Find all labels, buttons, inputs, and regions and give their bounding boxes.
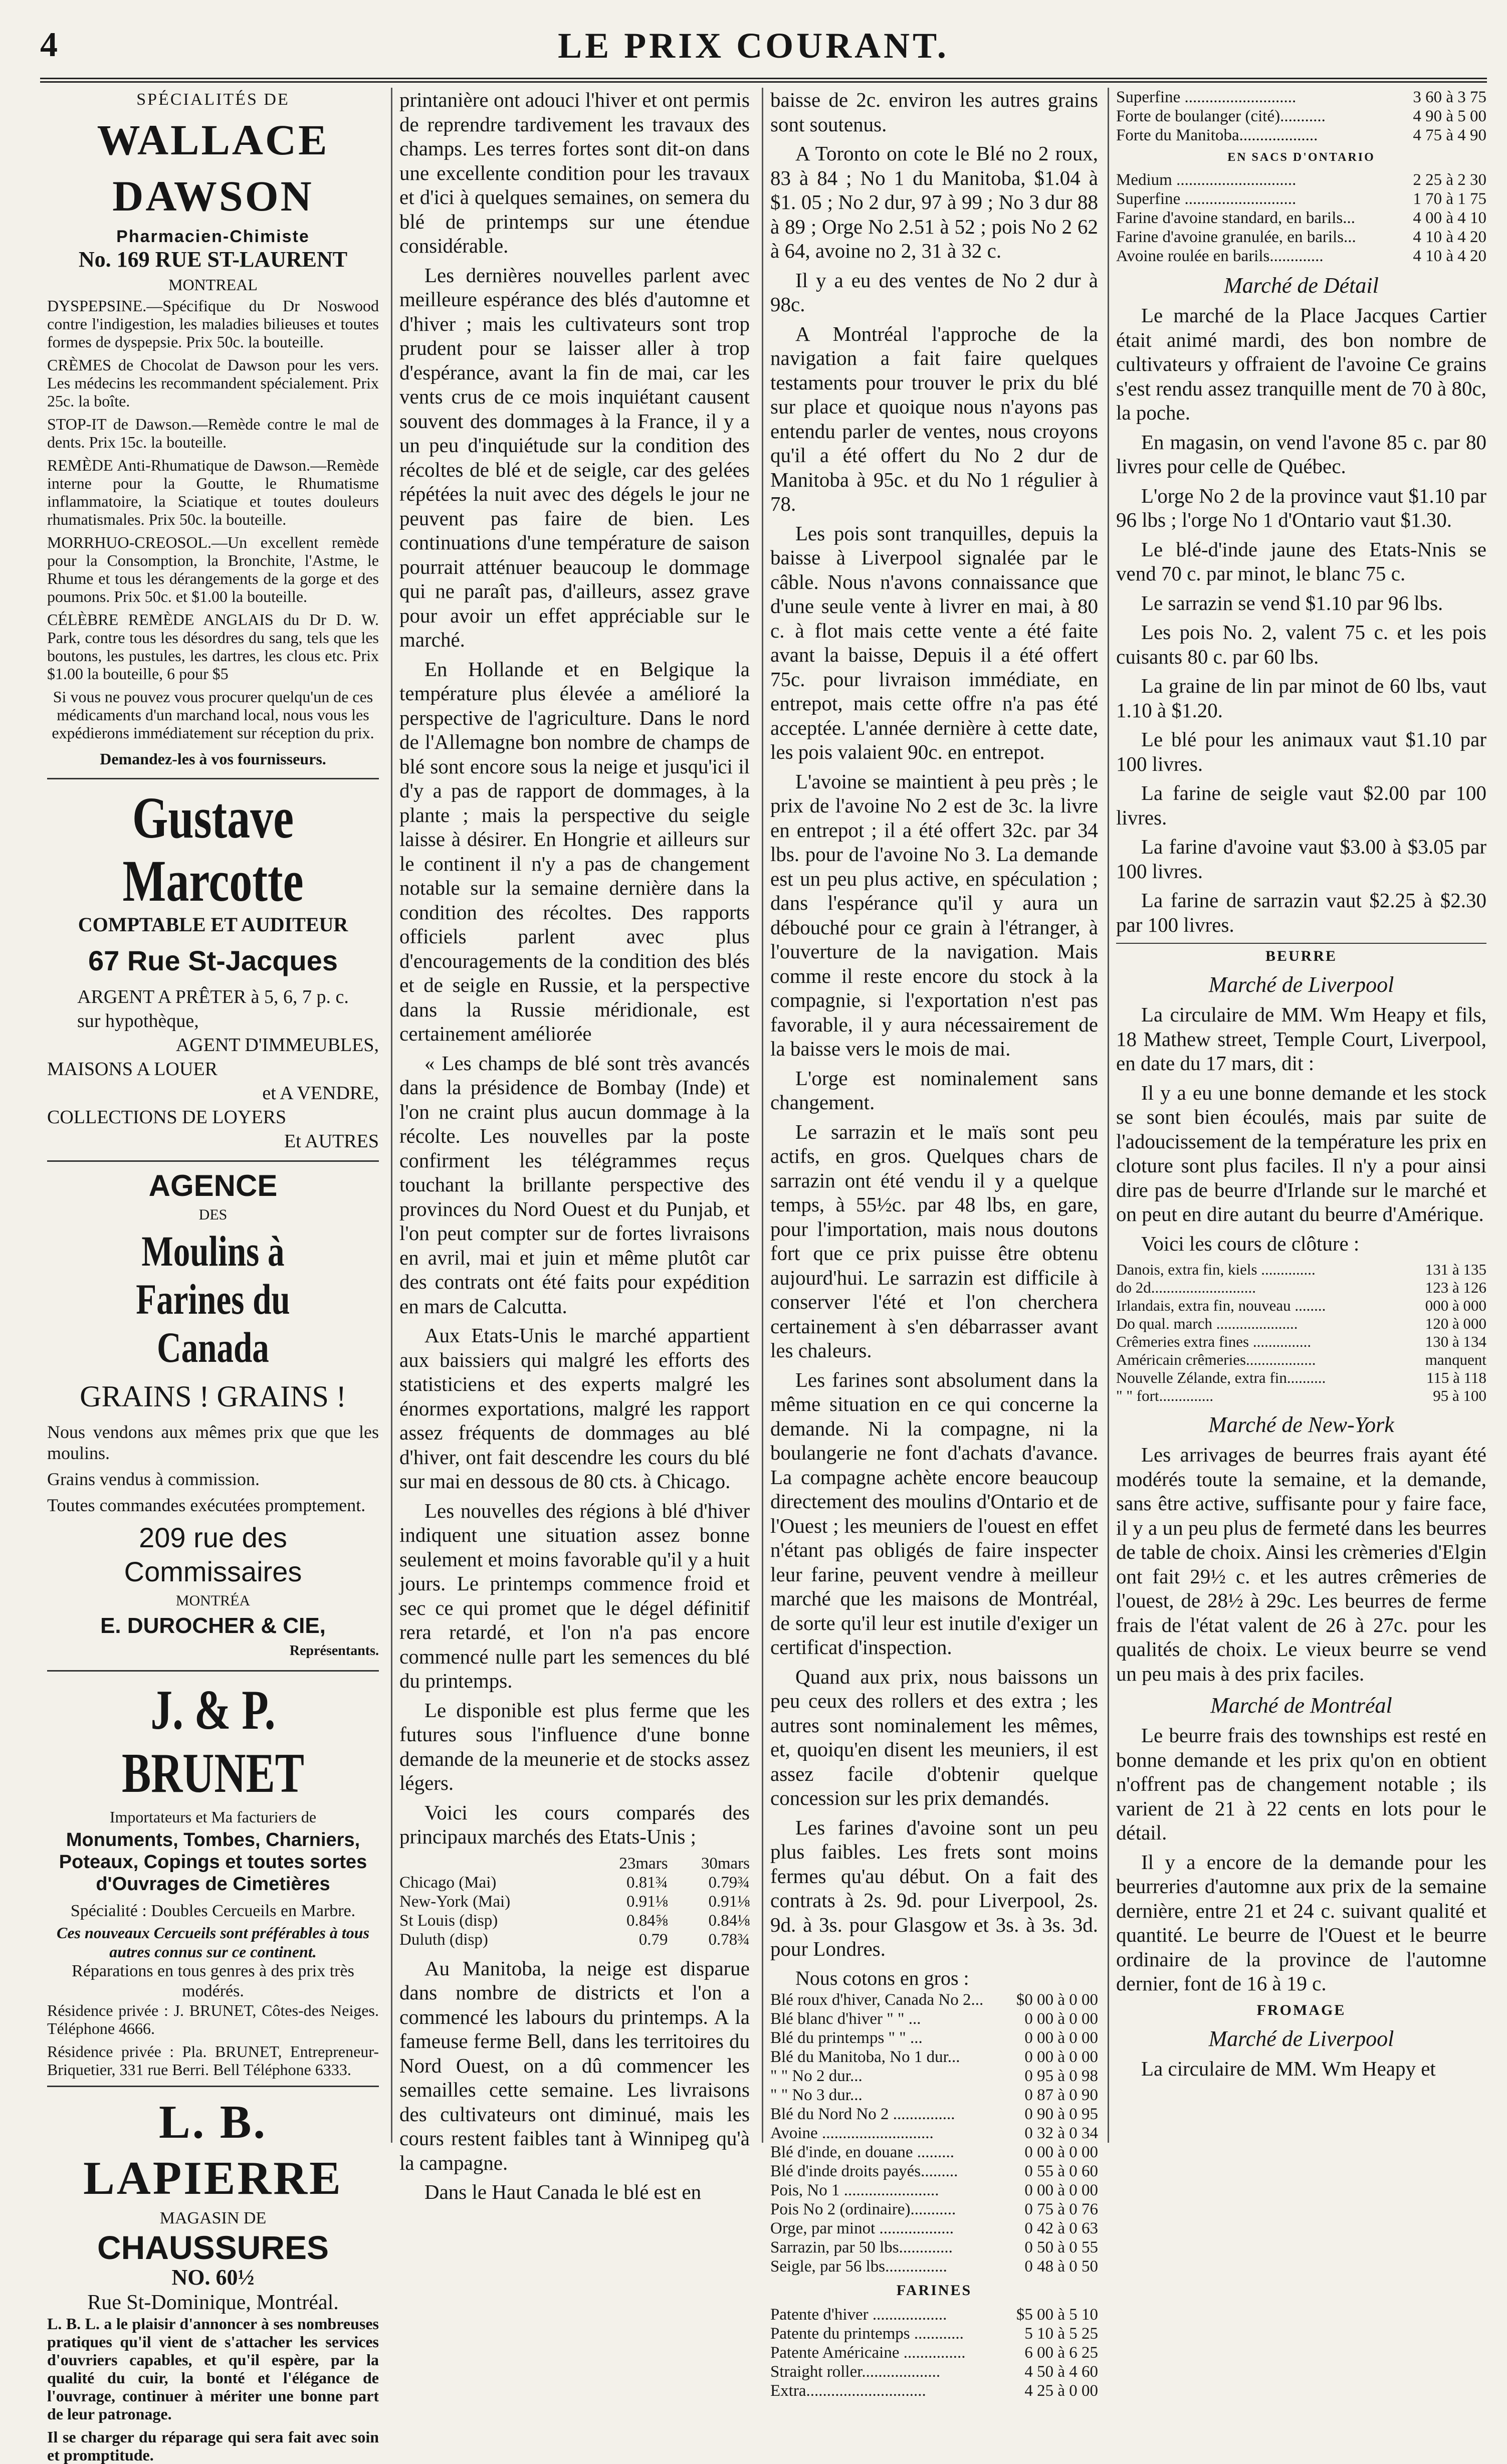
table-row	[770, 2124, 1098, 2143]
table-cell: 0 00 à 0 00	[1024, 2047, 1098, 2066]
ad-wallace-name: WALLACE DAWSON	[97, 116, 329, 220]
article-paragraph: Les pois sont tranquilles, depuis la baisse à Liverpool signalée par le câble. Nous n'avons connaissance que d'une seule vente à livrer en mai, à 80 c. à flot mais cette vente a été faite avant la baisse, Depuis il a été offert 75c. pour livraison immédiate, en entrepot, mais cette offre n'a pas été acceptée. L'année dernière à cette date, les pois valaient 90c. en entrepot.	[770, 521, 1098, 763]
ad-marcotte	[47, 786, 379, 1153]
ad-agence-city: MONTRÉA	[175, 1592, 251, 1609]
ad-agence-grains: GRAINS ! GRAINS !	[80, 1380, 346, 1413]
table-cell: Superfine ...........................	[1116, 190, 1297, 208]
table-row	[770, 1990, 1098, 2009]
sacs-table	[1116, 170, 1486, 266]
ad-marcotte-line: et A VENDRE,	[262, 1083, 379, 1104]
ad-brunet-repairs: Réparations en tous genres à des prix très modérés.	[72, 1962, 354, 2000]
article-paragraph: Le blé-d'inde jaune des Etats-Nnis se vend 70 c. par minot, le blanc 75 c.	[1116, 537, 1486, 585]
table-cell: Farine d'avoine standard, en barils...	[1116, 209, 1355, 227]
table-cell: do 2d...........................	[1116, 1279, 1256, 1296]
article-paragraph: printanière ont adouci l'hiver et ont permis de reprendre tardivement les travaux des champs. Les terres fortes sont dit-on dans une excellente condition pour les travaux et d'ici à quelques semaines, on semera du blé de printemps sur une étendue considérable.	[399, 88, 750, 257]
article-paragraph: baisse de 2c. environ les autres grains sont soutenus.	[770, 88, 1098, 136]
ad-brunet-products: Monuments, Tombes, Charniers, Poteaux, Copings et toutes sortes d'Ouvrages de Cimetières	[59, 1829, 367, 1895]
table-cell: 4 90 à 5 00	[1413, 107, 1486, 125]
table-cell: 6 00 à 6 25	[1024, 2343, 1098, 2362]
article-paragraph: A Toronto on cote le Blé no 2 roux, 83 à 84 ; No 1 du Manitoba, $1.04 à $1. 05 ; No 2 dur, 97 à 99 ; No 3 dur 88 à 89 ; Orge No 2.51 à 52 ; pois No 2 62 à 64, avoine no 2, 31 à 32 c.	[770, 142, 1098, 262]
table-cell: Extra.............................	[770, 2381, 926, 2400]
ad-lapierre	[47, 2094, 379, 2464]
table-header: 30mars	[701, 1854, 750, 1873]
table-cell: Straight roller...................	[770, 2362, 941, 2381]
article-paragraph: La farine de seigle vaut $2.00 par 100 livres.	[1116, 781, 1486, 829]
detail-section	[1116, 303, 1486, 937]
table-row	[1116, 126, 1486, 145]
table-row	[1116, 170, 1486, 189]
article-paragraph: Dans le Haut Canada le blé est en	[424, 2180, 702, 2203]
table-row	[770, 2381, 1098, 2400]
table-cell: Blé du Nord No 2 ...............	[770, 2105, 955, 2123]
ad-wallace-ask: Demandez-les à vos fournisseurs.	[100, 750, 326, 768]
ad-marcotte-line: sur hypothèque,	[77, 1010, 199, 1032]
table-cell: 0.84⅛	[708, 1911, 750, 1930]
article-paragraph: Il y a eu une bonne demande et les stock se sont bien écoulés, mais par suite de l'adoucissement de la température les prix en cloture sont plus faciles. Il n'y a pour ainsi dire pas de beurre d'Irlande sur le marché et on peut en dire autant du beurre d'Amérique.	[1116, 1081, 1486, 1225]
table-cell: Nouvelle Zélande, extra fin..........	[1116, 1369, 1326, 1386]
ad-marcotte-line: ARGENT A PRÊTER à 5, 6, 7 p. c.	[77, 986, 349, 1007]
article-paragraph: L'orge est nominalement sans changement.	[770, 1066, 1098, 1114]
ad-wallace-item: MORRHUO-CREOSOL.—Un excellent remède pour la Consomption, la Bronchite, l'Astme, le Rhume et tous les dérangements de la gorge et des poumons. Prix 50c. et $1.00 la bouteille.	[47, 533, 379, 605]
article-paragraph: Il y a encore de la demande pour les beurreries d'automne aux prix de la semaine dernière, entre 21 et 24 c. suivant qualité et quantité. Le beurre de l'Ouest et le beurre ordinaire de la province de l'automne dernier, font de 16 à 19 c.	[1116, 1850, 1486, 1995]
table-row	[1116, 1297, 1486, 1315]
column-2	[391, 88, 757, 2203]
table-cell: 120 à 000	[1425, 1315, 1486, 1332]
article-paragraph: Voici les cours comparés des principaux marchés des Etats-Unis ;	[399, 1800, 750, 1848]
table-cell: 0 00 à 0 00	[1024, 2143, 1098, 2161]
table-cell: Do qual. march .....................	[1116, 1315, 1298, 1332]
table-row	[1116, 1315, 1486, 1333]
table-cell: 0 95 à 0 98	[1024, 2067, 1098, 2085]
table-row	[770, 2181, 1098, 2200]
table-cell: Blé du Manitoba, No 1 dur...	[770, 2047, 960, 2066]
table-cell: Patente Américaine ...............	[770, 2343, 966, 2362]
table-cell: Blé du printemps " " ...	[770, 2028, 923, 2047]
ad-marcotte-name: Gustave Marcotte	[122, 785, 304, 914]
table-cell: Forte de boulanger (cité)...........	[1116, 107, 1326, 125]
ad-brunet-name: J. & P. BRUNET	[121, 1679, 305, 1804]
divider	[47, 1160, 379, 1162]
table-row	[1116, 247, 1486, 266]
table-cell: Blé d'inde, en douane .........	[770, 2143, 955, 2161]
table-cell: 4 10 à 4 20	[1413, 247, 1486, 265]
us-markets-table	[399, 1854, 750, 1949]
table-row	[1116, 88, 1486, 107]
table-cell: Duluth (disp)	[399, 1930, 488, 1949]
table-cell: Crêmeries extra fines ...............	[1116, 1333, 1312, 1350]
ad-agence-des: DES	[198, 1206, 228, 1223]
table-cell: 0.91⅛	[708, 1892, 750, 1911]
table-cell: 115 à 118	[1426, 1369, 1486, 1386]
table-cell: 0 00 à 0 00	[1024, 2181, 1098, 2199]
ad-lapierre-no: NO. 60½	[171, 2265, 255, 2290]
masthead: LE PRIX COURANT.	[558, 26, 949, 66]
ad-brunet-sub: Importateurs et Ma facturiers de	[109, 1808, 317, 1826]
ad-marcotte-line: MAISONS A LOUER	[47, 1059, 218, 1080]
article-paragraph: La farine d'avoine vaut $3.00 à $3.05 par 100 livres.	[1116, 835, 1486, 883]
table-cell: 0.81¾	[626, 1873, 668, 1892]
ad-brunet-specialite: Spécialité : Doubles Cercueils en Marbre.	[70, 1902, 356, 1920]
table-row	[770, 2009, 1098, 2028]
ad-wallace-item: STOP-IT de Dawson.—Remède contre le mal de dents. Prix 15c. la bouteille.	[47, 415, 379, 451]
table-cell: Avoine ...........................	[770, 2124, 934, 2142]
table-row	[1116, 1369, 1486, 1387]
article-paragraph: La circulaire de MM. Wm Heapy et	[1141, 2057, 1436, 2080]
table-cell: Danois, extra fin, kiels ..............	[1116, 1261, 1316, 1278]
table-cell: 0 00 à 0 00	[1024, 2028, 1098, 2047]
ad-agence-rep: Représentants.	[289, 1643, 379, 1659]
table-row	[770, 2105, 1098, 2124]
table-cell: Patente du printemps ............	[770, 2324, 964, 2343]
table-row	[399, 1892, 750, 1911]
gros-title: Nous cotons en gros :	[795, 1966, 969, 1989]
table-cell: Pois No 2 (ordinaire)...........	[770, 2200, 956, 2218]
article-paragraph: Le marché de la Place Jacques Cartier était animé mardi, des bon nombre de cultivateurs y offraient de l'avoine Ce grains s'est rendu assez tranquille ment de 70 à 80c, la poche.	[1116, 304, 1486, 424]
table-row	[770, 2200, 1098, 2219]
article-paragraph: La farine de sarrazin vaut $2.25 à $2.30 par 100 livres.	[1116, 889, 1486, 936]
ad-wallace-dawson	[47, 88, 379, 297]
table-cell: New-York (Mai)	[399, 1892, 511, 1911]
liverpool-title: Marché de Liverpool	[1208, 972, 1394, 997]
article-paragraph: Le blé pour les animaux vaut $1.10 par 100 livres.	[1116, 728, 1486, 775]
table-cell: 131 à 135	[1425, 1261, 1486, 1278]
table-cell: 4 75 à 4 90	[1413, 126, 1486, 144]
table-row	[770, 2067, 1098, 2086]
table-cell: 0 87 à 0 90	[1024, 2086, 1098, 2104]
table-cell: 0.79	[638, 1930, 668, 1949]
ad-wallace-item: DYSPEPSINE.—Spécifique du Dr Noswood contre l'indigestion, les maladies bilieuses et toutes formes de dyspepsie. Prix 50c. la bouteille.	[47, 297, 379, 351]
article-paragraph: Le beurre frais des townships est resté en bonne demande et les prix qu'on en obtient n'offrent pas de changement notable ; ils varient de 21 à 22 cents en lots pour le détail.	[1116, 1724, 1486, 1844]
table-cell: 4 10 à 4 20	[1413, 228, 1486, 246]
table-cell: 0 75 à 0 76	[1024, 2200, 1098, 2218]
table-cell: 5 10 à 5 25	[1024, 2324, 1098, 2343]
ad-marcotte-line: Et AUTRES	[284, 1131, 379, 1152]
table-row	[1116, 1279, 1486, 1297]
ad-lapierre-magasin: MAGASIN DE	[159, 2209, 267, 2227]
table-cell: " " No 3 dur...	[770, 2086, 863, 2104]
column-advertisements	[40, 88, 386, 2464]
fromage-liverpool-title: Marché de Liverpool	[1208, 2026, 1394, 2051]
table-cell: 0 32 à 0 34	[1024, 2124, 1098, 2142]
table-row	[770, 2086, 1098, 2105]
article-paragraph: Les dernières nouvelles parlent avec meilleure espérance des blés d'automne et d'hiver ; mais les cultivateurs sont trop prudent pour se laisser aller à trop d'espérance, avant la fin de mai, car les vents crus de ce mois inquiétant causent souvent des dommages à la France, il y a un peu d'inquiétude sur la condition des récoltes de blé et de seigle, car des gelées répétées la nuit avec des dégels le jour ne peuvent pas faire de bien. Les continuations d'une température de saison pourrait atténuer beaucoup le dommage qui ne paraît pas, d'ailleurs, assez grave pour avoir un effet appréciable sur le marché.	[399, 263, 750, 651]
table-cell: Forte du Manitoba...................	[1116, 126, 1318, 144]
montreal-title: Marché de Montréal	[1210, 1693, 1392, 1718]
ad-marcotte-address: 67 Rue St-Jacques	[88, 945, 338, 976]
ad-brunet-note: Ces nouveaux Cercueils sont préférables à tous autres connus sur ce continent.	[56, 1924, 370, 1961]
table-cell: 000 à 000	[1425, 1297, 1486, 1314]
ad-agence-text: Grains vendus à commission.	[47, 1469, 260, 1489]
table-row	[770, 2162, 1098, 2181]
divider	[47, 1670, 379, 1672]
table-cell: 130 à 134	[1425, 1333, 1486, 1350]
ad-lapierre-street: Rue St-Dominique, Montréal.	[87, 2291, 339, 2314]
table-row	[770, 2305, 1098, 2324]
table-row	[770, 2257, 1098, 2276]
ad-lapierre-text: L. B. L. a le plaisir d'annoncer à ses nombreuses pratiques qu'il vient de s'attacher les services d'ouvriers capables, et qu'il espère, par la qualité du cuir, la bonté et l'élégance de l'ouvrage, continuer à mériter une bonne part de leur patronage.	[47, 2315, 379, 2423]
article-paragraph: Voici les cours de clôture :	[1141, 1231, 1360, 1255]
article-paragraph: Le sarrazin se vend $1.10 par 96 lbs.	[1141, 591, 1443, 614]
table-cell: 0 00 à 0 00	[1024, 2009, 1098, 2028]
ad-agence	[47, 1169, 379, 1663]
liverpool-section	[1116, 1002, 1486, 1256]
article-paragraph: La circulaire de MM. Wm Heapy et fils, 18 Mathew street, Temple Court, Liverpool, en date du 17 mars, dit :	[1116, 1003, 1486, 1075]
table-cell: Orge, par minot ..................	[770, 2219, 954, 2237]
table-row	[770, 2238, 1098, 2257]
table-row	[770, 2324, 1098, 2343]
ad-wallace-item: CÉLÈBRE REMÈDE ANGLAIS du Dr D. W. Park, contre tous les désordres du sang, tels que les boutons, les pustules, les dartres, les clous etc. Prix $1.00 la bouteille, 6 pour $5	[47, 610, 379, 683]
table-cell: Blé roux d'hiver, Canada No 2...	[770, 1990, 984, 2009]
ad-agence-firm: E. DUROCHER & CIE,	[100, 1613, 326, 1638]
table-cell: 3 60 à 3 75	[1413, 88, 1486, 106]
table-row	[770, 2028, 1098, 2047]
table-cell: Patente d'hiver ..................	[770, 2305, 947, 2324]
article-paragraph: Le sarrazin et le maïs sont peu actifs, en gros. Quelques chars de sarrazin ont été vendu il y a quelque temps, à 55½c. par 48 lbs, en gare, pour l'importation, mais nous doutons fort que ce prix puisse être obtenu aujourd'hui. Le sarrazin est difficile à conserver l'été et l'on cherchera certainement à s'en débarrasser avant les chaleurs.	[770, 1120, 1098, 1362]
table-cell: 1 70 à 1 75	[1413, 190, 1486, 208]
article-paragraph: En Hollande et en Belgique la température plus élevée a amélioré la perspective de l'agriculture. Dans le nord de l'Allemagne bon nombre de champs de blé sont encore sous la neige et jusqu'ici il d'y a pas de rapport de dommages, à la plante ; mais la perspective du seigle laisse à désirer. En Hongrie et ailleurs sur le continent il n'y a pas de changement notable sur la semaine dernière dans la condition des récoltes. Des rapports officiels parlent avec plus d'encouragements de la condition des blés et de seigle en Russie, et la perspective dans la Russie méridionale, est certainement améliorée	[399, 657, 750, 1045]
table-cell: Avoine roulée en barils.............	[1116, 247, 1324, 265]
table-cell: 0 55 à 0 60	[1024, 2162, 1098, 2180]
ad-wallace-note: Si vous ne pouvez vous procurer quelqu'un de ces médicaments d'un marchand local, nous vous les expédierons immédiatement sur réception du prix.	[52, 688, 374, 742]
ad-agence-address: 209 rue des Commissaires	[124, 1522, 302, 1587]
ad-agence-title: AGENCE	[148, 1169, 278, 1202]
article-paragraph: Les farines sont absolument dans la même situation en ce qui concerne la demande. Ni la compagne, ni la boulangerie ne font d'achats d'avance. La compagne achète encore beaucoup directement des moulins d'Ontario et de l'Ouest ; les meuniers de l'ouest en effet n'étant pas obligés de faire inspecter leur farine, peuvent vendre à meilleur marché que les maisons de Montréal, de sorte qu'il leur est inutile d'exiger un certificat d'inspection.	[770, 1368, 1098, 1659]
table-cell: 0.79¾	[708, 1873, 750, 1892]
farines-title: FARINES	[896, 2282, 972, 2299]
ad-lapierre-chaussures: CHAUSSURES	[97, 2229, 329, 2266]
article-paragraph: Quand aux prix, nous baissons un peu ceux des rollers et des extra ; les autres sont nominalement les mêmes, et, quoiqu'en disent les meuniers, il est assez facile d'obtenir quelque concession sur les prix demandés.	[770, 1665, 1098, 1809]
table-row	[399, 1911, 750, 1930]
article-paragraph: L'avoine se maintient à peu près ; le prix de l'avoine No 2 est de 3c. la livre en entrepot ; il a été offert 32c. par 34 lbs. pour de l'avoine No 3. La demande est un peu plus active, en spéculation ; dans l'espérance qu'il y aura un débouché pour ce grain à l'étranger, à l'ouverture de la navigation. Mais comme il reste encore du stock à la compagnie, si l'exportation n'est pas favorable, il y aura nécessairement de la baisse vers le mois de mai.	[770, 769, 1098, 1060]
ad-brunet-residence: Résidence privée : J. BRUNET, Côtes-des Neiges. Téléphone 4666.	[47, 2001, 379, 2037]
divider	[47, 778, 379, 779]
table-header: 23mars	[619, 1854, 668, 1873]
table-cell: Medium .............................	[1116, 171, 1297, 189]
table-cell: Farine d'avoine granulée, en barils...	[1116, 228, 1356, 246]
column-4	[1108, 88, 1493, 2143]
ad-lapierre-last: Il se charger du réparage qui sera fait avec soin et promptitude.	[47, 2428, 379, 2464]
table-cell: 123 à 126	[1425, 1279, 1486, 1296]
sacs-title: EN SACS D'ONTARIO	[1227, 151, 1375, 164]
ad-brunet-residence: Résidence privée : Pla. BRUNET, Entrepreneur-Briquetier, 331 rue Berri. Bell Téléphone 6333.	[47, 2042, 379, 2079]
article-paragraph: Les arrivages de beurres frais ayant été modérés toute la semaine, et la demande, sans être active, suffisante pour y faire face, il y a un peu plus de fermeté dans les beurres de table de choix. Ainsi les crèmeries d'Elgin ont fait 29½ c. et les autres crêmeries de l'ouest, de 28½ à 29c. Les beurres de ferme frais de l'état valent de 26 à 27c. pour les qualités de choix. Le vieux beurre se vend un peu mais à des prix faciles.	[1116, 1443, 1486, 1685]
table-cell: 0.78¾	[708, 1930, 750, 1949]
table-cell: $0 00 à 0 00	[1016, 1990, 1098, 2009]
ad-agence-text: Nous vendons aux mêmes prix que que les moulins.	[47, 1422, 379, 1463]
newyork-title: Marché de New-York	[1208, 1412, 1394, 1437]
article-paragraph: Les nouvelles des régions à blé d'hiver indiquent une situation assez bonne seulement et moins favorable qu'il y a huit jours. Le printemps commence froid et sec ce qui promet que le dégel définitif rera retardé, et l'on n'a pas encore commencé nulle part les semences du blé du printemps.	[399, 1499, 750, 1692]
table-cell: 0 42 à 0 63	[1024, 2219, 1098, 2237]
ad-marcotte-line: AGENT D'IMMEUBLES,	[175, 1035, 379, 1056]
table-cell: 2 25 à 2 30	[1413, 171, 1486, 189]
flour-top-table	[1116, 88, 1486, 145]
article-paragraph: « Les champs de blé sont très avancés dans la présidence de Bombay (Inde) et l'on ne craint plus aucun dommage à la récolte. Les nouvelles par la poste confirment les télégrammes reçus touchant la brillante perspective des provinces du Nord Ouest et du Punjab, et l'on peut compter sur de fortes livraisons en avril, mai et juin et même plutôt car des contrats ont été faits pour expédition en mars de Calcutta.	[399, 1051, 750, 1318]
header-rule	[40, 78, 1487, 83]
article-paragraph: Le disponible est plus ferme que les futures sous l'influence d'une bonne demande de la meunerie et de stocks assez légers.	[399, 1698, 750, 1794]
article-paragraph: La graine de lin par minot de 60 lbs, vaut 1.10 à $1.20.	[1116, 674, 1486, 722]
table-cell: 0.84⅝	[626, 1911, 668, 1930]
ad-agence-text: Toutes commandes exécutées promptement.	[47, 1495, 366, 1515]
table-row	[399, 1930, 750, 1949]
table-cell: 4 50 à 4 60	[1024, 2362, 1098, 2381]
ad-marcotte-title: COMPTABLE ET AUDITEUR	[78, 913, 348, 936]
table-cell: 0 50 à 0 55	[1024, 2238, 1098, 2256]
ad-lapierre-name: L. B. LAPIERRE	[83, 2096, 343, 2204]
table-cell: Superfine ...........................	[1116, 88, 1297, 106]
article-paragraph: Les farines d'avoine sont un peu plus faibles. Les frets sont moins fermes qu'au début. On a fait des contrats à 2s. 9d. pour Liverpool, 2s. 9d. à 3s. pour Glasgow et 3s. à 3s. 3d. pour Londres.	[770, 1815, 1098, 1960]
table-cell: 0 48 à 0 50	[1024, 2257, 1098, 2276]
table-cell: 0 90 à 0 95	[1024, 2105, 1098, 2123]
table-row	[770, 2219, 1098, 2238]
article-paragraph: L'orge No 2 de la province vaut $1.10 par 96 lbs ; l'orge No 1 d'Ontario vaut $1.30.	[1116, 484, 1486, 531]
ad-brunet	[47, 1679, 379, 2079]
table-cell: Pois, No 1 .......................	[770, 2181, 939, 2199]
table-row	[770, 2362, 1098, 2381]
article-paragraph: Aux Etats-Unis le marché appartient aux baissiers qui malgré les efforts des statisticiens et des experts malgré les énormes exportations, malgré les rapport assez fréquents de dommages au blé d'hiver, ont fait descendre les cours du blé sur mai en dessous de 80 cts. à Chicago.	[399, 1324, 750, 1493]
ad-agence-name: Moulins à Farines du Canada	[136, 1227, 290, 1371]
page-number: 4	[40, 26, 58, 64]
ad-wallace-title: Pharmacien-Chimiste	[116, 227, 310, 246]
table-row	[1116, 107, 1486, 126]
beurre-title: BEURRE	[1116, 943, 1486, 965]
table-row	[1116, 1333, 1486, 1351]
column-3	[762, 88, 1105, 2400]
table-row	[1116, 189, 1486, 209]
article-paragraph: A Montréal l'approche de la navigation a fait faire quelques testaments pour trouver le prix du blé sur place et quoique nous n'ayons pas entendu parler de ventes, nous croyons qu'il a été offert du No 2 dur de Manitoba à 95c. et du No 1 régulier à 78.	[770, 322, 1098, 515]
table-row	[1116, 228, 1486, 247]
fromage-title: FROMAGE	[1256, 2001, 1346, 2018]
table-cell: St Louis (disp)	[399, 1911, 498, 1930]
table-cell: 95 à 100	[1433, 1387, 1486, 1404]
article-paragraph: Les pois No. 2, valent 75 c. et les pois cuisants 80 c. par 60 lbs.	[1116, 621, 1486, 668]
ad-specialites: SPÉCIALITÉS DE	[136, 90, 290, 109]
article-paragraph: Il y a eu des ventes de No 2 dur à 98c.	[770, 268, 1098, 316]
ad-marcotte-line: COLLECTIONS DE LOYERS	[47, 1107, 287, 1128]
ad-wallace-city: MONTREAL	[168, 276, 258, 294]
ad-wallace-address: No. 169 RUE ST-LAURENT	[78, 247, 348, 272]
ad-wallace-item: CRÈMES de Chocolat de Dawson pour les vers. Les médecins les recommandent spécialement. Prix 25c. la boîte.	[47, 356, 379, 410]
table-row	[1116, 1387, 1486, 1405]
table-row	[1116, 1351, 1486, 1369]
table-row	[1116, 1261, 1486, 1279]
table-cell: " " fort..............	[1116, 1387, 1214, 1404]
table-cell: 0.91⅛	[626, 1892, 668, 1911]
table-cell: Sarrazin, par 50 lbs.............	[770, 2238, 953, 2256]
table-cell: Américain crêmeries..................	[1116, 1351, 1316, 1368]
article-paragraph: En magasin, on vend l'avone 85 c. par 80 livres pour celle de Québec.	[1116, 430, 1486, 478]
table-header-row	[399, 1854, 750, 1873]
table-cell: Seigle, par 56 lbs...............	[770, 2257, 947, 2276]
table-cell: Chicago (Mai)	[399, 1873, 497, 1892]
table-row	[399, 1873, 750, 1892]
page-header	[20, 20, 1487, 85]
cloture-table	[1116, 1261, 1486, 1405]
table-cell: $5 00 à 5 10	[1016, 2305, 1098, 2324]
table-cell: 4 00 à 4 10	[1413, 209, 1486, 227]
table-cell: Blé d'inde droits payés.........	[770, 2162, 958, 2180]
table-row	[1116, 209, 1486, 228]
divider	[47, 2086, 379, 2087]
table-row	[770, 2047, 1098, 2067]
grain-price-table	[770, 1990, 1098, 2276]
table-cell: " " No 2 dur...	[770, 2067, 863, 2085]
table-cell: Blé blanc d'hiver " " ...	[770, 2009, 921, 2028]
table-cell: Irlandais, extra fin, nouveau ........	[1116, 1297, 1326, 1314]
table-cell: 4 25 à 0 00	[1024, 2381, 1098, 2400]
detail-title: Marché de Détail	[1224, 273, 1379, 298]
table-row	[770, 2143, 1098, 2162]
flour-price-table	[770, 2305, 1098, 2400]
table-header	[399, 1854, 586, 1873]
table-cell: manquent	[1425, 1351, 1486, 1368]
ad-wallace-item: REMÈDE Anti-Rhumatique de Dawson.—Remède interne pour la Goutte, le Rhumatisme inflammatoire, la Sciatique et toutes douleurs rhumatismales. Prix 50c. la bouteille.	[47, 456, 379, 528]
article-paragraph: Au Manitoba, la neige est disparue dans nombre de districts et l'on a commencé les labours du printemps. A la fameuse ferme Bell, dans les territoires du Nord Ouest, on a dû commencer les semailles cette semaine. Les livraisons des cultivateurs ont diminué, mais les cours restent faibles tant à Winnipeg qu'à la campagne.	[399, 1956, 750, 2174]
table-row	[770, 2343, 1098, 2362]
